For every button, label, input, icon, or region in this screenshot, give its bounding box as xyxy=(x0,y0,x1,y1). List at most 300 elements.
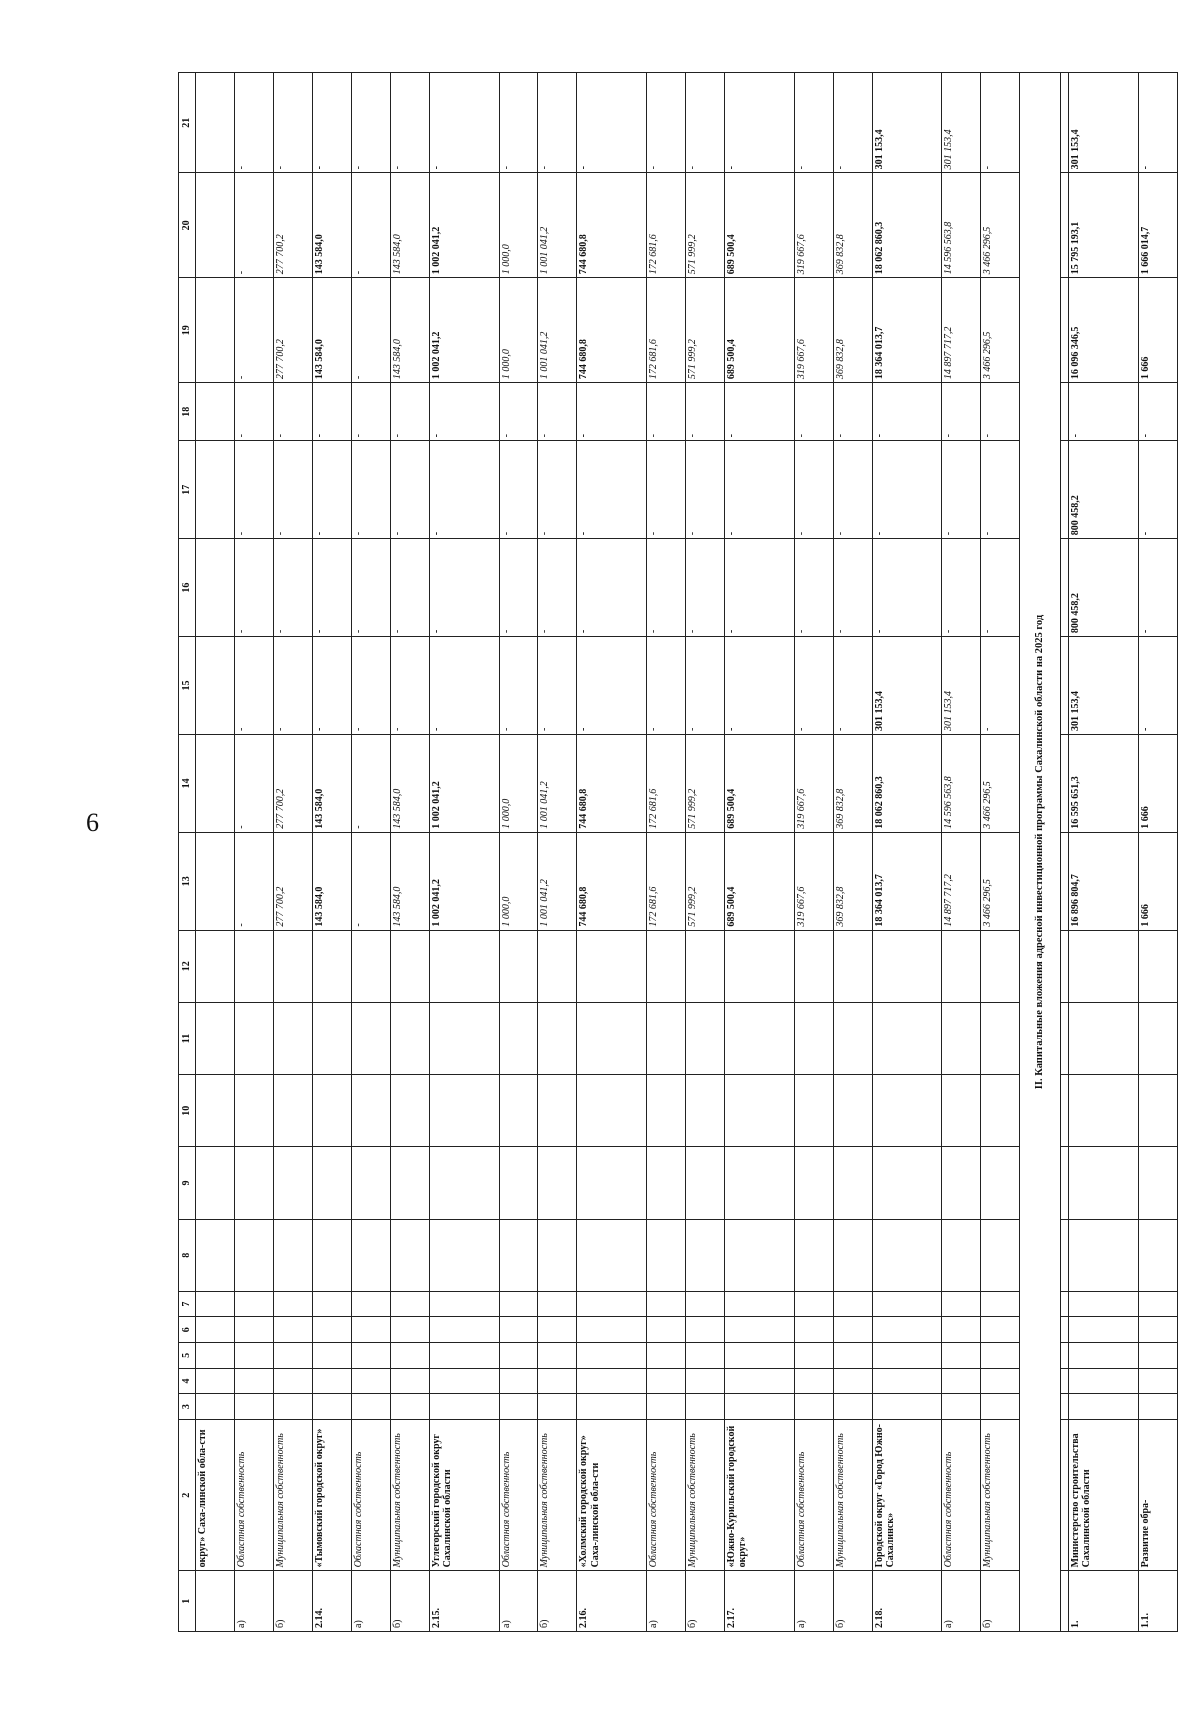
table-cell xyxy=(351,1219,390,1291)
table-cell xyxy=(942,1368,981,1394)
table-cell: а) xyxy=(351,1571,390,1632)
table-cell xyxy=(577,1075,647,1147)
table-cell xyxy=(833,1147,872,1219)
table-cell xyxy=(647,1002,686,1074)
table-cell xyxy=(981,930,1020,1002)
table-cell xyxy=(794,1147,833,1219)
table-cell: - xyxy=(351,539,390,637)
table-cell xyxy=(196,383,235,441)
table-row xyxy=(833,73,872,1632)
table-cell: 319 667,6 xyxy=(794,734,833,832)
table-cell xyxy=(1138,1291,1177,1317)
table-cell: - xyxy=(833,73,872,173)
table-cell: 1 000,0 xyxy=(499,734,538,832)
table-cell xyxy=(351,930,390,1002)
table-cell xyxy=(872,1219,942,1291)
table-cell xyxy=(351,1368,390,1394)
table-cell: 301 153,4 xyxy=(942,637,981,735)
table-cell xyxy=(273,1368,312,1394)
table-cell xyxy=(538,1147,577,1219)
table-cell xyxy=(725,1147,795,1219)
table-cell xyxy=(1069,1368,1139,1394)
table-cell xyxy=(686,1219,725,1291)
table-cell: - xyxy=(312,73,351,173)
table-cell xyxy=(196,637,235,735)
table-cell xyxy=(312,930,351,1002)
table-cell xyxy=(1060,1368,1068,1394)
table-cell: 18 062 860,3 xyxy=(872,173,942,278)
table-cell: - xyxy=(538,73,577,173)
table-cell: 571 999,2 xyxy=(686,734,725,832)
table-cell: 301 153,4 xyxy=(942,73,981,173)
table-cell: 3 466 296,5 xyxy=(981,734,1020,832)
table-cell xyxy=(196,734,235,832)
table-cell xyxy=(351,1002,390,1074)
table-cell xyxy=(577,1343,647,1369)
table-cell: 689 500,4 xyxy=(725,734,795,832)
table-cell xyxy=(196,1219,235,1291)
table-cell xyxy=(1060,1317,1068,1343)
table-cell: - xyxy=(234,173,273,278)
table-cell: 1 000,0 xyxy=(499,832,538,930)
table-cell xyxy=(1138,1343,1177,1369)
table-cell xyxy=(833,1343,872,1369)
table-cell xyxy=(234,1317,273,1343)
rotated-table-wrapper xyxy=(178,72,1178,1632)
table-body xyxy=(196,73,1178,1632)
table-cell: - xyxy=(1138,441,1177,539)
table-cell: 3 466 296,5 xyxy=(981,832,1020,930)
table-cell: 143 584,0 xyxy=(390,832,429,930)
column-header: 19 xyxy=(179,278,196,383)
table-cell xyxy=(273,1147,312,1219)
table-cell: - xyxy=(499,539,538,637)
table-cell: - xyxy=(429,73,499,173)
table-row xyxy=(499,73,538,1632)
column-header: 11 xyxy=(179,1002,196,1074)
table-cell xyxy=(499,1394,538,1420)
table-cell xyxy=(196,1002,235,1074)
table-cell: 744 680,8 xyxy=(577,173,647,278)
table-cell: б) xyxy=(538,1571,577,1632)
table-cell xyxy=(1069,1394,1139,1420)
table-cell xyxy=(196,73,235,173)
table-cell xyxy=(794,1394,833,1420)
table-cell: Муниципальная собственность xyxy=(538,1419,577,1570)
table-cell: - xyxy=(429,637,499,735)
table-cell xyxy=(1069,1317,1139,1343)
table-cell: 1 002 041,2 xyxy=(429,278,499,383)
table-cell xyxy=(1060,173,1068,278)
table-cell: 1 001 041,2 xyxy=(538,173,577,278)
column-header: 18 xyxy=(179,383,196,441)
table-cell xyxy=(725,1075,795,1147)
table-cell: - xyxy=(942,539,981,637)
table-cell xyxy=(499,1317,538,1343)
table-cell xyxy=(234,1147,273,1219)
table-row xyxy=(196,73,235,1632)
table-cell xyxy=(833,1002,872,1074)
table-cell xyxy=(942,1394,981,1420)
table-cell: - xyxy=(647,539,686,637)
table-cell: - xyxy=(577,637,647,735)
table-cell: - xyxy=(981,637,1020,735)
table-cell: 172 681,6 xyxy=(647,173,686,278)
table-cell: - xyxy=(538,383,577,441)
table-cell xyxy=(725,1368,795,1394)
table-cell xyxy=(196,1317,235,1343)
table-cell xyxy=(351,1075,390,1147)
table-cell xyxy=(942,1147,981,1219)
table-cell: 143 584,0 xyxy=(312,734,351,832)
table-cell xyxy=(390,1219,429,1291)
table-cell xyxy=(833,1317,872,1343)
table-cell: - xyxy=(577,383,647,441)
table-cell xyxy=(647,1368,686,1394)
table-cell: - xyxy=(981,539,1020,637)
table-cell xyxy=(499,1291,538,1317)
table-cell: 16 096 346,5 xyxy=(1069,278,1139,383)
table-cell xyxy=(196,1075,235,1147)
table-cell xyxy=(390,1291,429,1317)
table-cell xyxy=(390,1394,429,1420)
table-cell xyxy=(725,1394,795,1420)
table-cell: - xyxy=(499,637,538,735)
table-cell: Областная собственность xyxy=(942,1419,981,1570)
table-cell xyxy=(1060,1075,1068,1147)
table-cell xyxy=(647,1147,686,1219)
table-cell xyxy=(273,1002,312,1074)
table-cell: Областная собственность xyxy=(647,1419,686,1570)
table-cell: 143 584,0 xyxy=(312,173,351,278)
table-cell: Областная собственность xyxy=(351,1419,390,1570)
table-cell xyxy=(196,173,235,278)
table-cell xyxy=(981,1368,1020,1394)
table-cell xyxy=(390,1075,429,1147)
table-cell xyxy=(872,1002,942,1074)
table-cell: 1 002 041,2 xyxy=(429,173,499,278)
table-cell xyxy=(942,1291,981,1317)
table-cell: - xyxy=(351,173,390,278)
table-cell xyxy=(686,1147,725,1219)
table-cell: 16 595 651,3 xyxy=(1069,734,1139,832)
table-cell xyxy=(1069,1343,1139,1369)
table-cell: - xyxy=(942,383,981,441)
table-cell xyxy=(1060,1147,1068,1219)
table-cell: 1 666 014,7 xyxy=(1138,173,1177,278)
table-cell: - xyxy=(872,441,942,539)
table-cell: а) xyxy=(794,1571,833,1632)
table-cell: - xyxy=(351,383,390,441)
table-cell xyxy=(499,1343,538,1369)
table-cell xyxy=(312,1291,351,1317)
table-cell xyxy=(942,1002,981,1074)
table-cell xyxy=(499,930,538,1002)
table-cell xyxy=(196,441,235,539)
table-cell xyxy=(429,1147,499,1219)
table-cell: - xyxy=(538,637,577,735)
table-cell xyxy=(312,1002,351,1074)
table-cell xyxy=(833,1291,872,1317)
table-cell xyxy=(234,1394,273,1420)
table-cell: 14 897 717,2 xyxy=(942,832,981,930)
table-cell: 143 584,0 xyxy=(312,278,351,383)
table-cell xyxy=(794,1343,833,1369)
table-cell xyxy=(1138,1147,1177,1219)
section-row xyxy=(1020,73,1061,1632)
table-cell: 172 681,6 xyxy=(647,832,686,930)
table-cell: Муниципальная собственность xyxy=(833,1419,872,1570)
table-cell xyxy=(725,1343,795,1369)
table-cell xyxy=(1060,1002,1068,1074)
table-row xyxy=(942,73,981,1632)
table-row xyxy=(981,73,1020,1632)
table-cell: - xyxy=(794,539,833,637)
table-cell: - xyxy=(686,637,725,735)
table-cell: 2.18. xyxy=(872,1571,942,1632)
table-cell: - xyxy=(234,734,273,832)
table-cell xyxy=(1060,73,1068,173)
table-cell: 689 500,4 xyxy=(725,173,795,278)
table-cell: - xyxy=(312,383,351,441)
table-cell: Областная собственность xyxy=(234,1419,273,1570)
table-cell: 14 596 563,8 xyxy=(942,734,981,832)
table-cell xyxy=(794,1317,833,1343)
table-cell: 172 681,6 xyxy=(647,278,686,383)
table-cell: - xyxy=(1138,539,1177,637)
table-cell: «Южно-Курильский городской округ» xyxy=(725,1419,795,1570)
table-cell: 1 001 041,2 xyxy=(538,832,577,930)
table-cell xyxy=(942,1075,981,1147)
table-cell: 143 584,0 xyxy=(312,832,351,930)
table-cell xyxy=(1060,1343,1068,1369)
table-cell xyxy=(872,1368,942,1394)
table-cell xyxy=(833,1075,872,1147)
table-cell xyxy=(234,930,273,1002)
column-header: 8 xyxy=(179,1219,196,1291)
table-cell: «Холмский городской округ» Саха-линской обла-сти xyxy=(577,1419,647,1570)
table-cell: 143 584,0 xyxy=(390,734,429,832)
table-cell: - xyxy=(981,73,1020,173)
table-cell xyxy=(1069,1147,1139,1219)
table-cell: - xyxy=(833,441,872,539)
table-cell: - xyxy=(647,441,686,539)
table-cell: 301 153,4 xyxy=(1069,637,1139,735)
table-cell xyxy=(429,1394,499,1420)
table-cell xyxy=(794,1002,833,1074)
table-cell xyxy=(429,1002,499,1074)
table-cell xyxy=(312,1317,351,1343)
table-cell xyxy=(872,930,942,1002)
table-cell: - xyxy=(273,383,312,441)
column-header: 21 xyxy=(179,73,196,173)
table-cell: 369 832,8 xyxy=(833,832,872,930)
table-cell: - xyxy=(390,539,429,637)
table-cell xyxy=(499,1075,538,1147)
table-cell xyxy=(273,1343,312,1369)
table-cell xyxy=(725,1317,795,1343)
table-cell: Муниципальная собственность xyxy=(686,1419,725,1570)
table-cell xyxy=(942,1219,981,1291)
table-cell xyxy=(1069,1075,1139,1147)
column-header: 6 xyxy=(179,1317,196,1343)
table-cell: 277 700,2 xyxy=(273,734,312,832)
table-cell xyxy=(577,1147,647,1219)
table-row xyxy=(429,73,499,1632)
table-cell: 18 364 013,7 xyxy=(872,832,942,930)
table-cell: - xyxy=(647,637,686,735)
table-cell: - xyxy=(234,441,273,539)
table-cell xyxy=(647,1343,686,1369)
table-cell: Министерство строительства Сахалинской области xyxy=(1069,1419,1139,1570)
table-cell xyxy=(196,1147,235,1219)
table-row xyxy=(1069,73,1139,1632)
column-header: 4 xyxy=(179,1368,196,1394)
table-cell xyxy=(1060,1419,1068,1570)
table-cell xyxy=(872,1394,942,1420)
table-cell xyxy=(647,1317,686,1343)
table-cell: - xyxy=(794,383,833,441)
table-cell: б) xyxy=(273,1571,312,1632)
table-cell xyxy=(647,930,686,1002)
table-cell: Областная собственность xyxy=(794,1419,833,1570)
table-cell xyxy=(312,1394,351,1420)
table-cell: - xyxy=(577,73,647,173)
table-cell: - xyxy=(725,73,795,173)
table-cell xyxy=(725,930,795,1002)
table-cell xyxy=(577,1002,647,1074)
table-cell xyxy=(1060,1394,1068,1420)
table-row xyxy=(794,73,833,1632)
table-cell xyxy=(577,1368,647,1394)
column-header: 1 xyxy=(179,1571,196,1632)
table-cell xyxy=(1060,1291,1068,1317)
table-cell: - xyxy=(234,383,273,441)
table-cell xyxy=(686,1317,725,1343)
table-cell: - xyxy=(390,73,429,173)
table-cell xyxy=(686,1291,725,1317)
table-cell: - xyxy=(725,441,795,539)
table-cell xyxy=(499,1002,538,1074)
table-cell xyxy=(196,832,235,930)
table-cell xyxy=(196,1343,235,1369)
table-cell xyxy=(351,1343,390,1369)
table-cell xyxy=(981,1291,1020,1317)
table-cell xyxy=(196,539,235,637)
table-cell: - xyxy=(429,539,499,637)
table-cell: Муниципальная собственность xyxy=(981,1419,1020,1570)
table-cell: - xyxy=(234,637,273,735)
table-cell: 2.17. xyxy=(725,1571,795,1632)
table-cell xyxy=(577,1394,647,1420)
column-header: 17 xyxy=(179,441,196,539)
table-cell xyxy=(686,1075,725,1147)
table-cell xyxy=(794,1368,833,1394)
table-cell xyxy=(499,1219,538,1291)
table-cell xyxy=(273,1317,312,1343)
table-cell: - xyxy=(351,441,390,539)
table-cell: - xyxy=(725,637,795,735)
table-cell xyxy=(1138,1002,1177,1074)
table-cell: б) xyxy=(686,1571,725,1632)
table-cell: 689 500,4 xyxy=(725,278,795,383)
table-cell xyxy=(1060,1571,1068,1632)
table-cell: 3 466 296,5 xyxy=(981,173,1020,278)
table-cell xyxy=(429,930,499,1002)
table-cell xyxy=(390,1368,429,1394)
table-cell xyxy=(312,1343,351,1369)
table-cell: 1 666 xyxy=(1138,734,1177,832)
table-cell xyxy=(1069,1219,1139,1291)
table-cell xyxy=(981,1317,1020,1343)
table-cell xyxy=(1069,1291,1139,1317)
table-cell: - xyxy=(234,73,273,173)
table-cell: 301 153,4 xyxy=(1069,73,1139,173)
table-cell: 277 700,2 xyxy=(273,832,312,930)
table-cell xyxy=(429,1368,499,1394)
table-cell: 1.1. xyxy=(1138,1571,1177,1632)
table-cell: б) xyxy=(833,1571,872,1632)
table-cell: - xyxy=(273,441,312,539)
table-cell: - xyxy=(312,539,351,637)
table-cell xyxy=(981,1002,1020,1074)
table-cell: - xyxy=(833,383,872,441)
table-cell: - xyxy=(794,637,833,735)
table-cell: - xyxy=(577,441,647,539)
table-row xyxy=(647,73,686,1632)
table-cell: 2.15. xyxy=(429,1571,499,1632)
table-cell xyxy=(312,1368,351,1394)
table-cell xyxy=(1060,383,1068,441)
spacer-row xyxy=(1060,73,1068,1632)
table-cell xyxy=(1060,734,1068,832)
table-cell xyxy=(1138,1219,1177,1291)
table-cell xyxy=(538,1394,577,1420)
table-cell: - xyxy=(429,441,499,539)
table-cell: - xyxy=(872,383,942,441)
table-cell xyxy=(312,1075,351,1147)
table-cell xyxy=(725,1219,795,1291)
table-cell: 319 667,6 xyxy=(794,832,833,930)
table-cell: - xyxy=(872,539,942,637)
column-header: 9 xyxy=(179,1147,196,1219)
table-cell xyxy=(538,1002,577,1074)
table-cell xyxy=(538,1291,577,1317)
table-cell xyxy=(686,1368,725,1394)
table-cell xyxy=(872,1147,942,1219)
table-cell xyxy=(1060,278,1068,383)
table-cell: 744 680,8 xyxy=(577,278,647,383)
table-cell xyxy=(794,1291,833,1317)
table-cell: - xyxy=(833,637,872,735)
table-cell: 744 680,8 xyxy=(577,832,647,930)
table-cell: 14 897 717,2 xyxy=(942,278,981,383)
table-cell: 2.16. xyxy=(577,1571,647,1632)
section-title: II. Капитальные вложения адресной инвестиционной программы Сахалинской области на 2025 год xyxy=(1020,73,1061,1632)
table-cell: - xyxy=(234,539,273,637)
table-cell: - xyxy=(312,637,351,735)
table-cell: 1 002 041,2 xyxy=(429,832,499,930)
table-cell: - xyxy=(312,441,351,539)
table-cell: - xyxy=(647,383,686,441)
table-cell: - xyxy=(351,734,390,832)
table-cell: - xyxy=(351,278,390,383)
table-cell: б) xyxy=(981,1571,1020,1632)
table-cell: 1 666 xyxy=(1138,832,1177,930)
table-cell: - xyxy=(1069,383,1139,441)
table-cell: 1 002 041,2 xyxy=(429,734,499,832)
table-cell: 800 458,2 xyxy=(1069,441,1139,539)
